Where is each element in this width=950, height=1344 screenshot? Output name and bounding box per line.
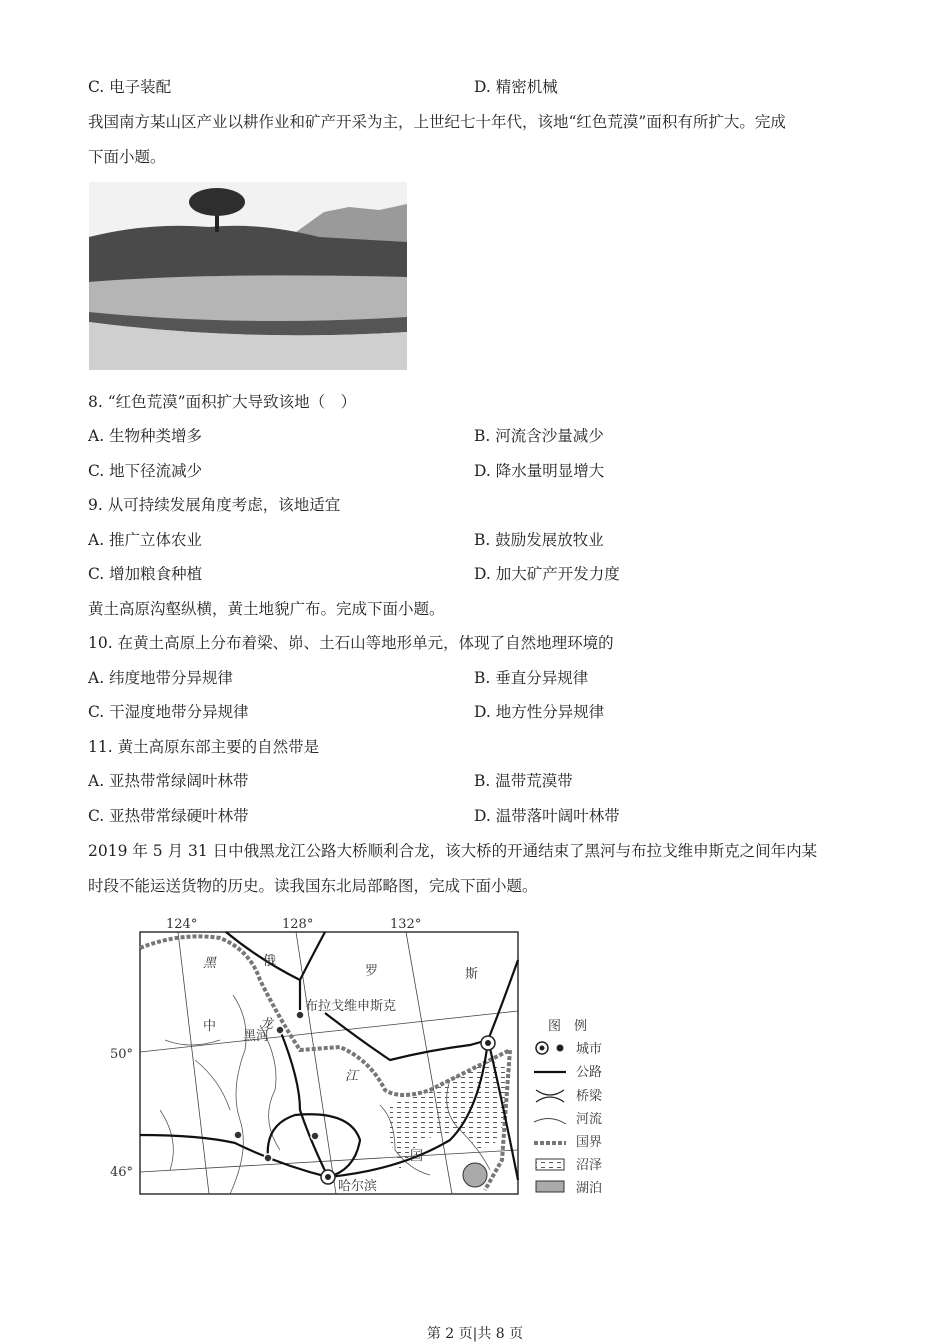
legend-label: 桥梁 bbox=[576, 1089, 603, 1104]
map-label: 哈尔滨 bbox=[338, 1179, 378, 1194]
legend-label: 城市 bbox=[576, 1042, 603, 1057]
legend-title: 图 例 bbox=[548, 1019, 588, 1034]
lake bbox=[463, 1163, 487, 1187]
map-label: 龙 bbox=[260, 1017, 274, 1032]
q11-option-b: B. 温带荒漠带 bbox=[474, 772, 573, 790]
q9-option-a: A. 推广立体农业 bbox=[88, 531, 203, 549]
lon-label: 132° bbox=[390, 917, 422, 932]
map-legend bbox=[534, 1019, 603, 1196]
option-c: C. 电子装配 bbox=[88, 78, 172, 96]
q11-option-c: C. 亚热带常绿硬叶林带 bbox=[88, 807, 249, 825]
lat-label: 46° bbox=[110, 1165, 134, 1180]
page-footer: 第 2 页|共 8 页 bbox=[426, 1326, 524, 1342]
border-line bbox=[140, 936, 510, 1190]
q10-option-b: B. 垂直分异规律 bbox=[474, 669, 589, 687]
map-label: 布拉戈维申斯克 bbox=[305, 999, 397, 1014]
map-label: 黑河 bbox=[243, 1029, 270, 1044]
legend-label: 国界 bbox=[576, 1135, 603, 1150]
q8-option-c: C. 地下径流减少 bbox=[88, 462, 203, 480]
passage-text: 时段不能运送货物的历史。读我国东北局部略图，完成下面小题。 bbox=[88, 877, 538, 895]
q8-option-a: A. 生物种类增多 bbox=[88, 427, 203, 445]
legend-label: 湖泊 bbox=[576, 1181, 603, 1196]
question-9-stem: 9. 从可持续发展角度考虑，该地适宜 bbox=[88, 496, 341, 514]
passage-text: 2019 年 5 月 31 日中俄黑龙江公路大桥顺利合龙，该大桥的开通结束了黑河与布拉戈维申斯克之间年内某 bbox=[88, 842, 818, 860]
legend-label: 沼泽 bbox=[576, 1158, 603, 1173]
q11-option-d: D. 温带落叶阔叶林带 bbox=[474, 807, 620, 825]
map-label: 中 bbox=[203, 1019, 217, 1034]
map-label: 罗 bbox=[365, 964, 379, 979]
question-8-stem: 8. “红色荒漠”面积扩大导致该地（ ） bbox=[88, 393, 357, 411]
lat-label: 50° bbox=[110, 1047, 134, 1062]
passage-text: 黄土高原沟壑纵横，黄土地貌广布。完成下面小题。 bbox=[88, 600, 445, 618]
legend-label: 公路 bbox=[576, 1065, 603, 1080]
map-label: 江 bbox=[345, 1069, 359, 1084]
q10-option-d: D. 地方性分异规律 bbox=[474, 703, 605, 721]
map-label: 斯 bbox=[465, 967, 479, 982]
q9-option-b: B. 鼓励发展放牧业 bbox=[474, 531, 604, 549]
lon-label: 128° bbox=[282, 917, 314, 932]
map-label: 国 bbox=[410, 1149, 424, 1164]
q9-option-d: D. 加大矿产开发力度 bbox=[474, 565, 620, 583]
northeast-china-map bbox=[100, 910, 630, 1200]
lon-label: 124° bbox=[166, 917, 198, 932]
passage-text: 下面小题。 bbox=[88, 148, 166, 166]
q11-option-a: A. 亚热带常绿阔叶林带 bbox=[88, 772, 249, 790]
passage-text: 我国南方某山区产业以耕作业和矿产开采为主，上世纪七十年代，该地“红色荒漠”面积有所扩大。完成 bbox=[88, 113, 786, 131]
legend-label: 河流 bbox=[576, 1112, 603, 1127]
q8-option-b: B. 河流含沙量减少 bbox=[474, 427, 604, 445]
q10-option-c: C. 干湿度地带分异规律 bbox=[88, 703, 249, 721]
q10-option-a: A. 纬度地带分异规律 bbox=[88, 669, 234, 687]
map-label: 黑 bbox=[203, 956, 217, 971]
q8-option-d: D. 降水量明显增大 bbox=[474, 462, 605, 480]
q9-option-c: C. 增加粮食种植 bbox=[88, 565, 203, 583]
option-d: D. 精密机械 bbox=[474, 78, 558, 96]
question-10-stem: 10. 在黄土高原上分布着梁、峁、土石山等地形单元，体现了自然地理环境的 bbox=[88, 634, 614, 652]
map-label: 俄 bbox=[263, 954, 277, 969]
question-11-stem: 11. 黄土高原东部主要的自然带是 bbox=[88, 738, 320, 756]
landscape-photo bbox=[89, 182, 407, 370]
